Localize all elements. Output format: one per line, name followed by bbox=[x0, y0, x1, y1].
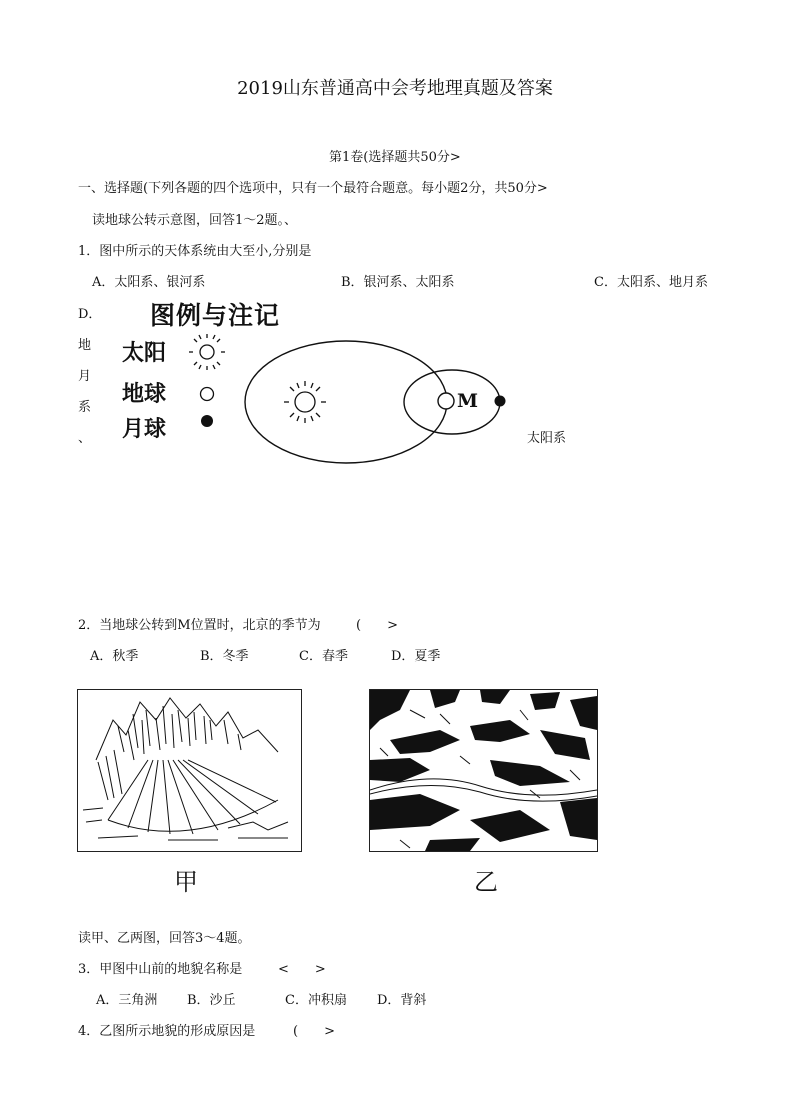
orbit-diagram bbox=[0, 0, 790, 480]
question-3-blank: < > bbox=[278, 962, 326, 977]
question-2-option-d: D．夏季 bbox=[391, 649, 441, 664]
legend-sun-label: 太阳 bbox=[122, 340, 167, 366]
legend-moon-icon bbox=[201, 415, 213, 427]
part-heading: 第1卷(选择题共50分> bbox=[329, 150, 461, 165]
question-3-option-d: D．背斜 bbox=[377, 993, 427, 1008]
earth-orbit bbox=[245, 341, 447, 463]
question-3-stem: 3．甲图中山前的地貌名称是 bbox=[78, 962, 243, 977]
question-2-stem: 2．当地球公转到M位置时，北京的季节为 bbox=[78, 618, 321, 633]
solar-system-label: 太阳系 bbox=[527, 431, 567, 446]
section-heading: 一、选择题(下列各题的四个选项中，只有一个最符合题意。每小题2分，共50分> bbox=[78, 181, 548, 196]
position-m-label: M bbox=[457, 390, 479, 412]
legend-sun-icon bbox=[189, 334, 225, 370]
question-1-stem: 1．图中所示的天体系统由大至小,分别是 bbox=[78, 244, 312, 259]
question-1-option-d-char: D． bbox=[78, 307, 102, 322]
question-2-option-b: B．冬季 bbox=[200, 649, 249, 664]
river-landform-illustration bbox=[370, 690, 597, 851]
question-2-blank: ( > bbox=[356, 618, 398, 633]
question-4-blank: ( > bbox=[293, 1024, 335, 1039]
legend-earth-label: 地球 bbox=[122, 381, 167, 407]
intro-question-3-4: 读甲、乙两图，回答3～4题。 bbox=[78, 931, 251, 946]
sun-icon bbox=[284, 381, 326, 423]
question-2-option-a: A．秋季 bbox=[90, 649, 139, 664]
question-1-option-a: A．太阳系、银河系 bbox=[92, 275, 206, 290]
intro-question-1-2: 读地球公转示意图，回答1～2题。、 bbox=[92, 213, 298, 228]
question-3-option-a: A．三角洲 bbox=[96, 993, 158, 1008]
moon-icon bbox=[495, 396, 506, 407]
alluvial-fan-illustration bbox=[78, 690, 301, 851]
question-1-option-c: C．太阳系、地月系 bbox=[594, 275, 708, 290]
question-1-option-b: B．银河系、太阳系 bbox=[341, 275, 455, 290]
earth-icon bbox=[438, 393, 454, 409]
question-1-option-d-char: 地 bbox=[78, 338, 92, 353]
question-3-option-b: B．沙丘 bbox=[187, 993, 236, 1008]
question-1-option-d-char: 月 bbox=[78, 369, 92, 384]
question-2-option-c: C．春季 bbox=[299, 649, 348, 664]
question-1-option-d-char: 、 bbox=[78, 431, 92, 446]
page-title: 2019山东普通高中会考地理真题及答案 bbox=[237, 78, 553, 99]
legend-earth-icon bbox=[201, 388, 214, 401]
question-3-option-c: C．冲积扇 bbox=[285, 993, 347, 1008]
figure-yi bbox=[369, 689, 598, 852]
question-4-stem: 4．乙图所示地貌的形成原因是 bbox=[78, 1024, 256, 1039]
legend-moon-label: 月球 bbox=[122, 416, 167, 442]
question-1-option-d-char: 系 bbox=[78, 400, 92, 415]
figure-jia bbox=[77, 689, 302, 852]
figure-jia-label: 甲 bbox=[174, 868, 198, 896]
legend-title: 图例与注记 bbox=[150, 301, 281, 330]
figure-yi-label: 乙 bbox=[474, 868, 498, 896]
